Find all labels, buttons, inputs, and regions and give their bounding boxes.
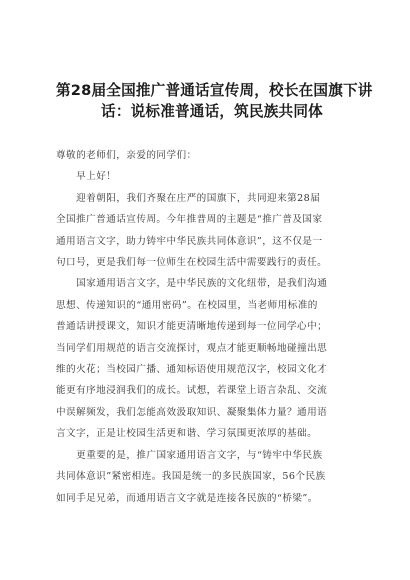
paragraph-line: 全国推广普通话宣传周。今年推普周的主题是“推广普及国家 [56,214,323,226]
paragraph-line: 迎着朝阳，我们齐聚在庄严的国旗下，共同迎来第28届 [76,192,321,204]
paragraph [56,188,368,274]
title-line: 话：说标准普通话，筑民族共同体 [101,103,323,120]
speech-body [56,145,368,509]
paragraph-line: 句口号，更是我们每一位师生在校园生活中需要践行的责任。 [56,257,328,269]
paragraph [56,273,368,444]
paragraph-line: 普通话讲授课文，知识才能更清晰地传递到每一位同学心中； [56,321,328,333]
paragraph-line: 言文字，正是让校园生活更和谐、学习氛围更浓厚的基础。 [56,428,318,440]
paragraph-line: 当同学们用规范的语言交流探讨，观点才能更顺畅地碰撞出思 [56,342,328,354]
paragraph-line: 国家通用语言文字，是中华民族的文化纽带，是我们沟通 [76,278,328,290]
greeting: 早上好！ [76,171,117,183]
paragraph-line: 如同手足兄弟，而通用语言文字就是连接各民族的“桥梁”。 [56,492,318,504]
paragraph-line: 中误解频发，我们怎能高效汲取知识、凝聚集体力量？通用语 [56,406,328,418]
paragraph [56,445,368,509]
paragraph-line: 共同体意识”紧密相连。我国是统一的多民族国家，56个民族 [56,471,326,483]
paragraph-line: 思想、传递知识的“通用密码”。在校园里，当老师用标准的 [56,299,318,311]
salutation: 尊敬的老师们，亲爱的同学们： [56,150,197,161]
document-title [56,80,373,122]
title-line: 第28届全国推广普通话宣传周，校长在国旗下讲 [56,82,373,99]
paragraph-line: 能更有序地浸润我们的成长。试想，若课堂上语言杂乱、交流 [56,385,328,397]
paragraph-line: 通用语言文字，助力铸牢中华民族共同体意识”，这不仅是一 [56,235,323,247]
paragraph-line: 维的火花；当校园广播、通知标语使用规范汉字，校园文化才 [56,364,328,376]
paragraph-line: 更重要的是，推广国家通用语言文字，与“铸牢中华民族 [76,449,323,461]
